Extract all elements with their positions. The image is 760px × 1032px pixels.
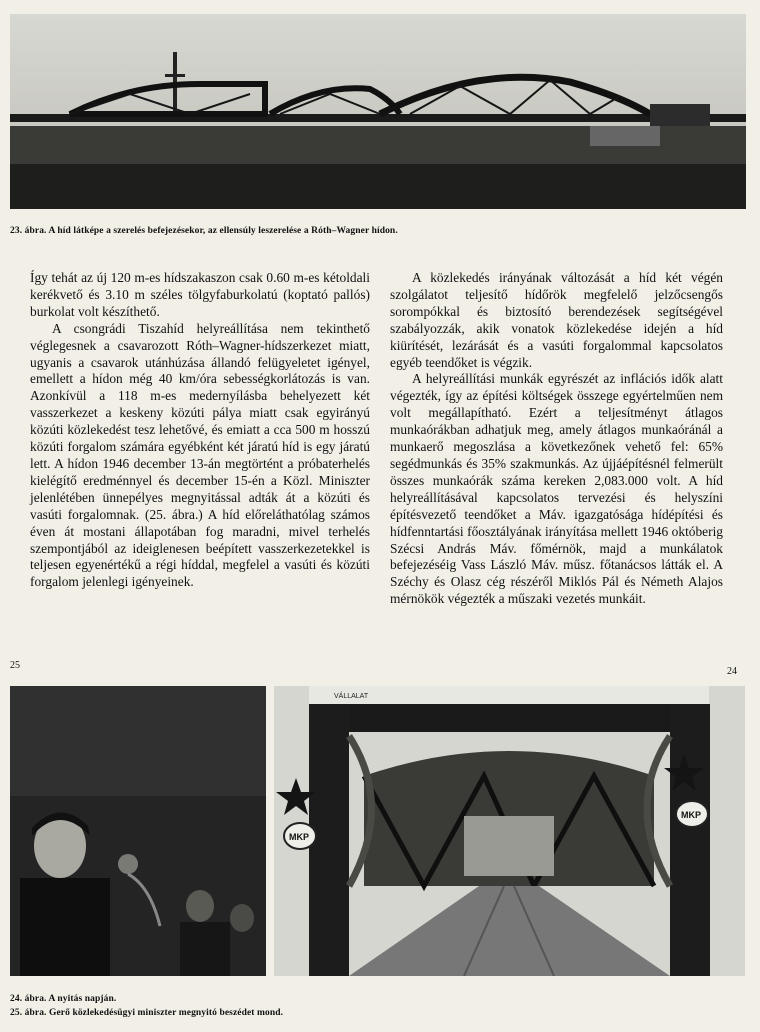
left-text-column — [30, 270, 370, 591]
figure-25-number: 25 — [10, 660, 20, 671]
bridge-portal-image — [274, 686, 745, 976]
figure-24-caption: 24. ábra. A nyitás napján. — [10, 994, 117, 1004]
figure-24-number: 24 — [727, 666, 737, 677]
left-paragraph-1: Így tehát az új 120 m-es hídszakaszon csak 0.60 m-es kétoldali kerékvető és 3.10 m széles tölgyfaburkolatú (koptató pallós) burkolat volt készíthető. — [30, 270, 370, 319]
figure-25-speech-photo — [10, 686, 266, 976]
right-paragraph-1: A közlekedés irányának változását a híd két végén szolgálatot teljesítő hídőrök megfelelő jelzőcsengős sorompókkal és biztosító berendezések segítségével szabályozzák, akik vonatok közlekedése idején a híd kiürítését, lezárását és a vasúti forgalommal kapcsolatos egyéb teendőket is végzik. — [390, 270, 723, 370]
figure-25-caption: 25. ábra. Gerő közlekedésügyi miniszter megnyitó beszédet mond. — [10, 1008, 284, 1018]
bridge-panorama-image — [10, 14, 746, 209]
right-emblem-text: MKP — [681, 810, 701, 820]
figure-23-caption: 23. ábra. A híd látképe a szerelés befejezésekor, az ellensúly leszerelése a Róth–Wagner hídon. — [10, 226, 398, 236]
right-paragraph-2: A helyreállítási munkák egyrészét az inflációs idők alatt végezték, így az építési költségek összege egyértelműen nem volt megállapítható. Ezért a teljesítményt átlagos munkaórákban adhatjuk meg, amely átlagos munkaóránál a munkaerő megoszlása a következőnek vehető fel: 65% segédmunkás és 35% szakmunkás. Az újjáépítésnél felmerült összes munkaórák száma kereken 2,083.000 volt. A híd helyreállításával kapcsolatos tervezési és helyszíni építésvezető teendőket a Máv. igazgatósága hídépítési és hídfenntartási főosztályának irányítása mellett 1946 októberig Szécsi András Máv. főmérnök, majd a munkálatok befejezéséig Vass László Máv. műsz. főtanácsos látták el. A Széchy és Olasz cég részéről Miklós Pál és Németh Alajos mérnökök végezték a műszaki vezetés munkáit. — [390, 371, 723, 607]
speech-photo-image — [10, 686, 266, 976]
banner-text: VÁLLALAT — [334, 693, 369, 700]
figure-24-bridge-portal-photo — [274, 686, 745, 976]
right-text-column — [390, 270, 723, 608]
left-paragraph-2: A csongrádi Tiszahíd helyreállítása nem tekinthető véglegesnek a csavarozott Róth–Wagner-hídszerkezet miatt, ugyanis a csavarok utánhúzása állandó felügyeletet igényel, emellett a hídon még 40 km/óra sebességkorlátozás is van. Azonkívül a 118 m-es medernyílásba behelyezett két vasszerkezet a keskeny közúti pálya miatt csak egyirányú közúti közlekedést tesz lehetővé, és emiatt a cca 500 m hosszú közúti forgalom számára egyébként két járatú híd is egy járatú lett. A hídon 1946 december 13-án megtörtént a próbaterhelés kielégítő eredménnyel és december 15-én a Közl. Miniszter jelenlétében ünnepélyes megnyitással adták át a közúti és vasúti forgalomnak. (25. ábra.) A híd előreláthatólag számos éven át mostani állapotában fog maradni, mivel terhelés szempontjából az ideiglenesen beépített vasszerkezetekkel is teljesen egyenértékű a régi híddal, megfelel a vasúti és közúti forgalom jelenlegi igényeinek. — [30, 320, 370, 590]
figure-23-bridge-photo — [10, 14, 746, 209]
left-emblem-text: MKP — [289, 832, 309, 842]
